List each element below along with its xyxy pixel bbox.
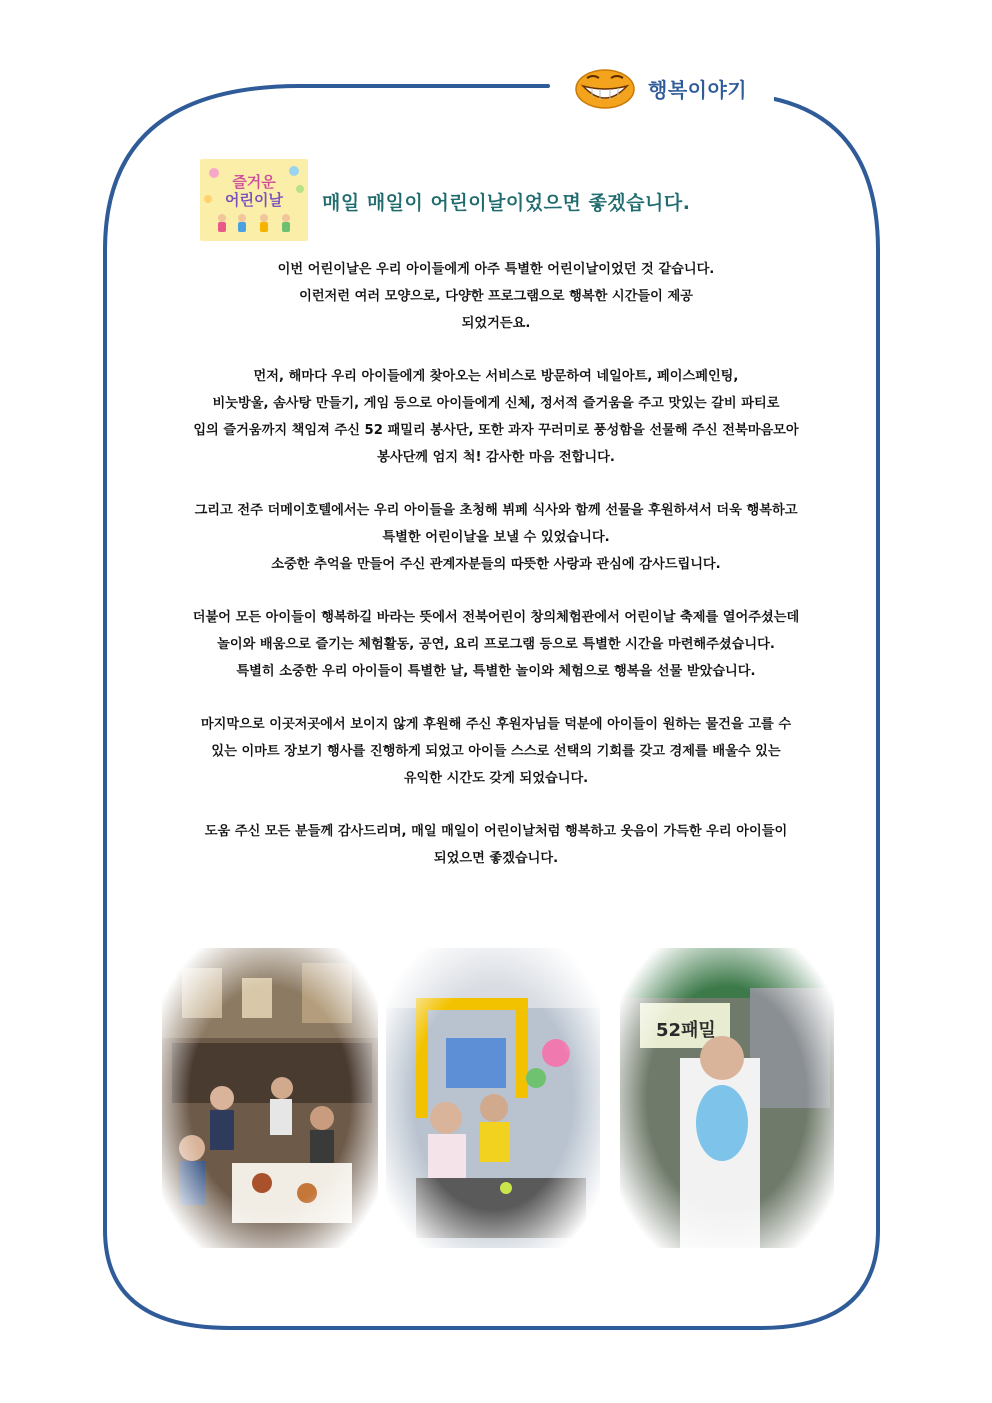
cotton-candy-photo xyxy=(620,948,834,1248)
buffet-photo xyxy=(162,948,378,1248)
paragraph-5 xyxy=(120,711,872,792)
children-illustration-icon xyxy=(210,213,298,235)
paragraph-2 xyxy=(120,363,872,471)
playground-photo xyxy=(386,948,600,1248)
article-body xyxy=(120,256,872,898)
text-line: 입의 즐거움까지 책임져 주신 52 패밀리 봉사단, 또한 과자 꾸러미로 풍성함을 선물해 주신 전북마음모아 xyxy=(193,423,799,438)
text-line: 유익한 시간도 갖게 되었습니다. xyxy=(403,771,589,786)
paragraph-1 xyxy=(120,256,872,337)
text-line: 소중한 추억을 만들어 주신 관계자분들의 따뜻한 사랑과 관심에 감사드립니다. xyxy=(271,557,721,572)
header-title: 행복이야기 xyxy=(648,77,748,102)
childrens-day-badge xyxy=(200,159,308,241)
paragraph-6 xyxy=(120,818,872,872)
text-line: 이런저런 여러 모양으로, 다양한 프로그램으로 행복한 시간들이 제공 xyxy=(299,289,693,304)
text-line: 이번 어린이날은 우리 아이들에게 아주 특별한 어린이날이었던 것 같습니다. xyxy=(277,262,715,277)
text-line: 먼저, 해마다 우리 아이들에게 찾아오는 서비스로 방문하여 네일아트, 페이스페인팅, xyxy=(253,369,739,384)
text-line: 되었거든요. xyxy=(461,316,531,331)
text-line: 특별히 소중한 우리 아이들이 특별한 날, 특별한 놀이와 체험으로 행복을 선물 받았습니다. xyxy=(236,664,756,679)
text-line: 마지막으로 이곳저곳에서 보이지 않게 후원해 주신 후원자님들 덕분에 아이들이 원하는 물건을 고를 수 xyxy=(200,717,792,732)
text-line: 더불어 모든 아이들이 행복하길 바라는 뜻에서 전북어린이 창의체험관에서 어린이날 축제를 열어주셨는데 xyxy=(192,610,800,625)
text-line: 그리고 전주 더메이호텔에서는 우리 아이들을 초청해 뷔페 식사와 함께 선물을 후원하셔서 더욱 행복하고 xyxy=(194,503,798,518)
photo-sign-text: 52패밀 xyxy=(656,1020,716,1041)
paragraph-3 xyxy=(120,497,872,578)
badge-text-line2: 어린이날 xyxy=(225,191,283,209)
badge-text-line1: 즐거운 xyxy=(232,173,276,191)
text-line: 도움 주신 모든 분들께 감사드리며, 매일 매일이 어린이날처럼 행복하고 웃음이 가득한 우리 아이들이 xyxy=(204,824,788,839)
text-line: 특별한 어린이날을 보낼 수 있었습니다. xyxy=(382,530,610,545)
badge-text xyxy=(200,173,308,209)
text-line: 되었으면 좋겠습니다. xyxy=(433,851,559,866)
smiley-face-icon xyxy=(574,66,636,110)
paragraph-4 xyxy=(120,604,872,685)
page-title: 매일 매일이 어린이날이었으면 좋겠습니다. xyxy=(322,192,691,214)
text-line: 비눗방울, 솜사탕 만들기, 게임 등으로 아이들에게 신체, 정서적 즐거움을 주고 맛있는 갈비 파티로 xyxy=(212,396,780,411)
text-line: 봉사단께 엄지 척! 감사한 마음 전합니다. xyxy=(377,450,615,465)
text-line: 놀이와 배움으로 즐기는 체험활동, 공연, 요리 프로그램 등으로 특별한 시간을 마련해주셨습니다. xyxy=(217,637,775,652)
text-line: 있는 이마트 장보기 행사를 진행하게 되었고 아이들 스스로 선택의 기회를 갖고 경제를 배울수 있는 xyxy=(211,744,781,759)
header-badge xyxy=(574,66,774,110)
